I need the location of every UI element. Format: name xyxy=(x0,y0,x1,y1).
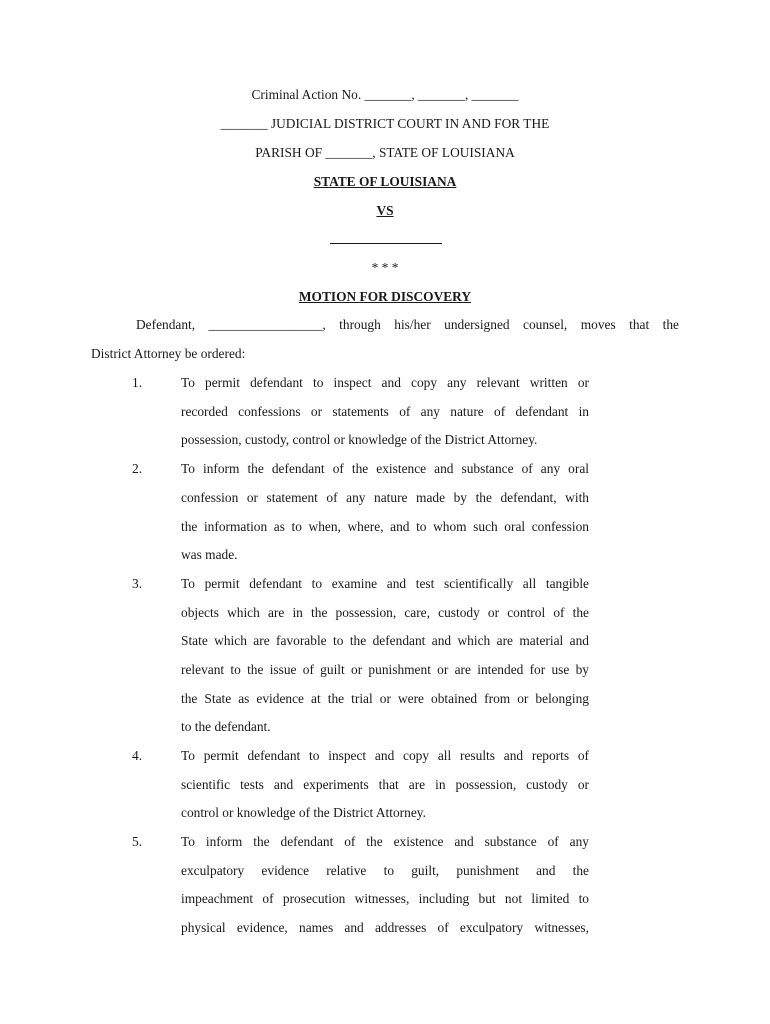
criminal-action-line: Criminal Action No. _______, _______, _______ xyxy=(251,87,519,102)
item-text-line: To inform the defendant of the existence and substance of any oral xyxy=(181,461,589,476)
item-text-line: State which are favorable to the defendant and which are material and xyxy=(181,633,589,648)
item-text-line: To inform the defendant of the existence and substance of any xyxy=(181,834,589,849)
item-text-line: relevant to the issue of guilt or punishment or are intended for use by xyxy=(181,662,589,677)
item-text-line: recorded confessions or statements of any nature of defendant in xyxy=(181,404,589,419)
item-text-line: the State as evidence at the trial or were obtained from or belonging xyxy=(181,691,589,706)
item-text-line: physical evidence, names and addresses of exculpatory witnesses, xyxy=(181,920,589,935)
item-text-line: to the defendant. xyxy=(181,719,271,734)
document-title: MOTION FOR DISCOVERY xyxy=(298,289,472,304)
defendant-name-blank xyxy=(330,243,442,244)
item-text-line: the information as to when, where, and to whom such oral confession xyxy=(181,519,589,534)
intro-line-1: Defendant, _________________, through his/her undersigned counsel, moves that the xyxy=(136,317,679,332)
item-text-line: control or knowledge of the District Attorney. xyxy=(181,805,426,820)
item-text-line: confession or statement of any nature made by the defendant, with xyxy=(181,490,589,505)
separator-stars: * * * xyxy=(371,260,399,275)
parish-line: PARISH OF _______, STATE OF LOUISIANA xyxy=(255,145,515,160)
plaintiff-heading: STATE OF LOUISIANA xyxy=(313,174,457,189)
item-text-line: exculpatory evidence relative to guilt, punishment and the xyxy=(181,863,589,878)
intro-line-2: District Attorney be ordered: xyxy=(91,346,246,361)
item-text-line: To permit defendant to examine and test scientifically all tangible xyxy=(181,576,589,591)
item-number: 2. xyxy=(132,461,143,476)
court-line: _______ JUDICIAL DISTRICT COURT IN AND FOR THE xyxy=(220,116,550,131)
item-text-line: objects which are in the possession, care, custody or control of the xyxy=(181,605,589,620)
item-text-line: To permit defendant to inspect and copy all results and reports of xyxy=(181,748,589,763)
item-number: 5. xyxy=(132,834,143,849)
versus-heading: VS xyxy=(376,203,394,218)
item-text-line: scientific tests and experiments that are in possession, custody or xyxy=(181,777,589,792)
item-text-line: To permit defendant to inspect and copy any relevant written or xyxy=(181,375,589,390)
item-text-line: possession, custody, control or knowledge of the District Attorney. xyxy=(181,432,538,447)
item-number: 3. xyxy=(132,576,143,591)
item-text-line: was made. xyxy=(181,547,238,562)
item-number: 4. xyxy=(132,748,143,763)
item-number: 1. xyxy=(132,375,143,390)
item-text-line: impeachment of prosecution witnesses, including but not limited to xyxy=(181,891,589,906)
